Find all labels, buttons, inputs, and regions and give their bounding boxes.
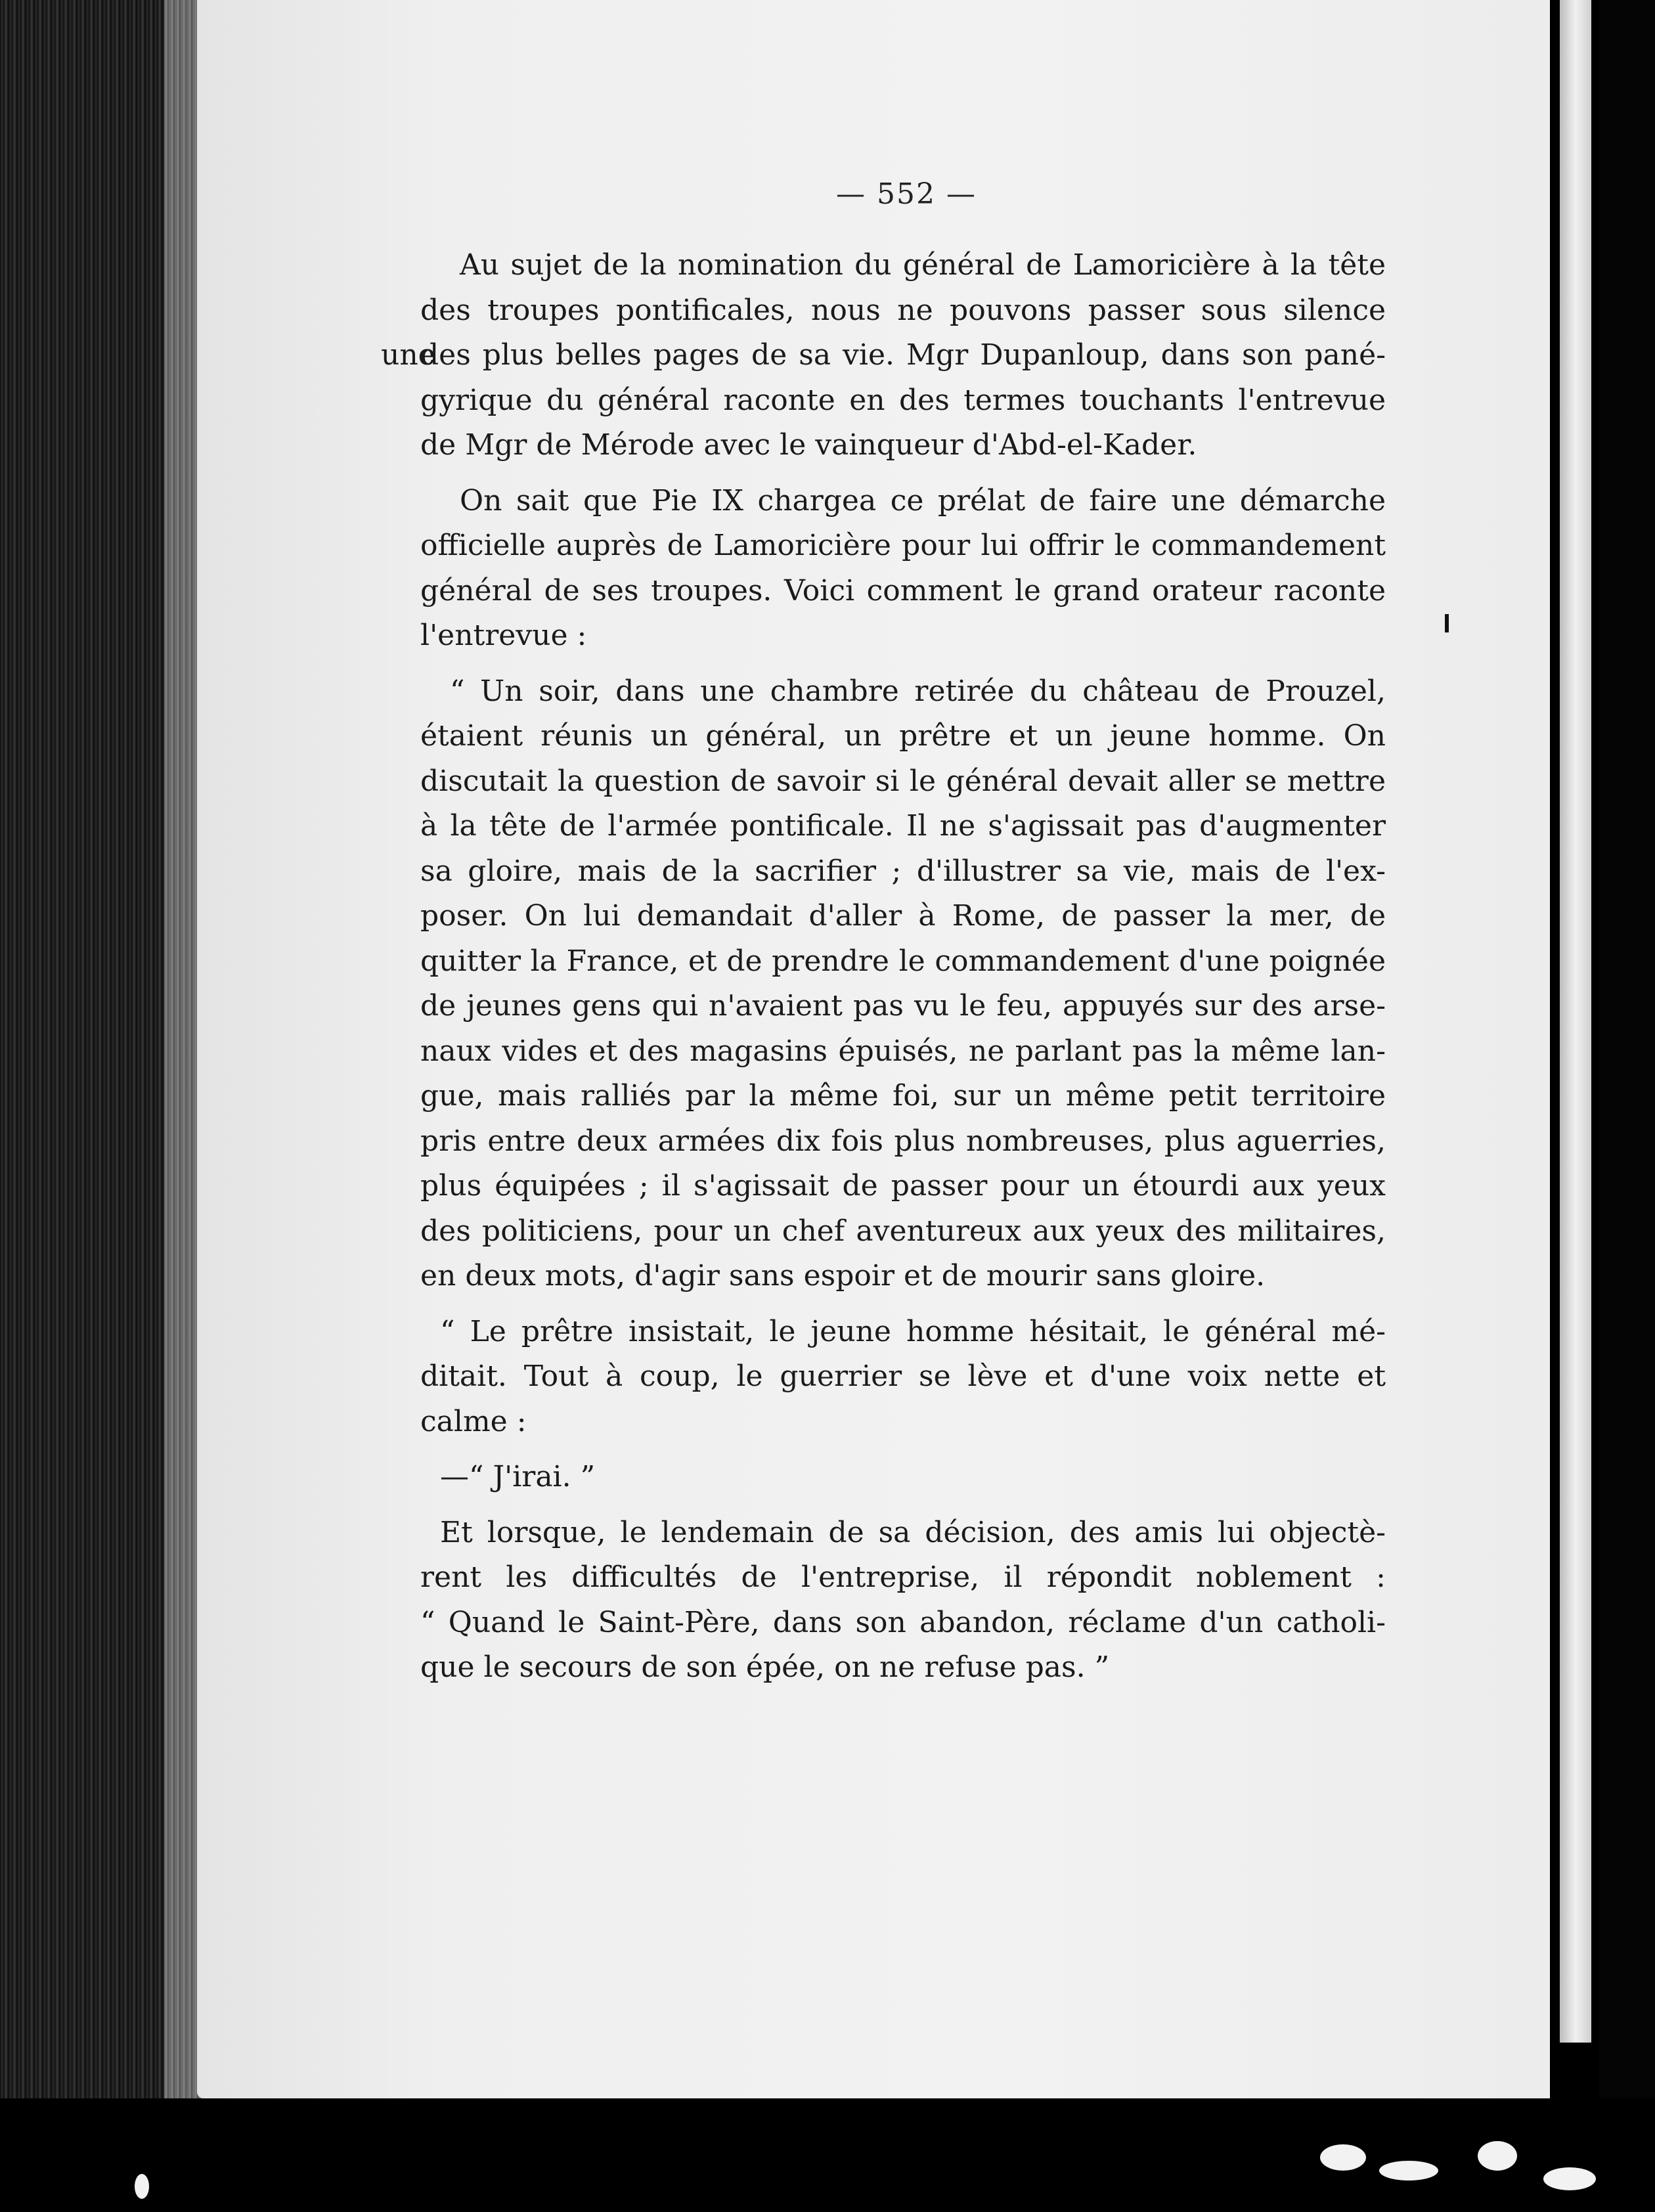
text-line: sa gloire, mais de la sacrifier ; d'illustrer sa vie, mais de l'ex- xyxy=(420,854,1386,888)
text-line: gue, mais ralliés par la même foi, sur un même petit territoire xyxy=(420,1079,1386,1113)
text-line: pris entre deux armées dix fois plus nombreuses, plus aguerries, xyxy=(420,1124,1386,1158)
paragraph xyxy=(420,1310,1386,1445)
text-line: en deux mots, d'agir sans espoir et de mourir sans gloire. xyxy=(420,1259,1266,1293)
next-page-edge xyxy=(1560,0,1591,2043)
text-line: des troupes pontificales, nous ne pouvons passer sous silence une xyxy=(381,293,1386,372)
text-line: “ Un soir, dans une chambre retirée du château de Prouzel, xyxy=(450,674,1386,708)
text-line: On sait que Pie IX chargea ce prélat de faire une démarche xyxy=(460,483,1386,518)
text-line: Au sujet de la nomination du général de Lamoricière à la tête xyxy=(460,248,1386,282)
text-line: Et lorsque, le lendemain de sa décision, des amis lui objectè- xyxy=(440,1515,1386,1549)
paragraph xyxy=(420,669,1386,1299)
text-line: poser. On lui demandait d'aller à Rome, de passer la mer, de xyxy=(420,899,1386,933)
scan-speck xyxy=(1478,2141,1517,2171)
scan-border-right xyxy=(1599,0,1655,2212)
scan-speck xyxy=(1543,2167,1596,2190)
text-line: naux vides et des magasins épuisés, ne parlant pas la même lan- xyxy=(420,1034,1386,1068)
paragraph xyxy=(420,479,1386,659)
text-line: quitter la France, et de prendre le commandement d'une poignée xyxy=(420,944,1386,978)
text-line: l'entrevue : xyxy=(420,619,587,652)
scan-speck xyxy=(1379,2161,1438,2180)
text-line: étaient réunis un général, un prêtre et un jeune homme. On xyxy=(420,719,1386,753)
page-number: — 552 — xyxy=(836,177,977,211)
text-line: plus équipées ; il s'agissait de passer pour un étourdi aux yeux xyxy=(420,1169,1386,1203)
text-line: calme : xyxy=(420,1404,527,1438)
text-line: que le secours de son épée, on ne refuse pas. ” xyxy=(420,1650,1110,1684)
scan-speck xyxy=(135,2174,149,2199)
scan-border-bottom xyxy=(0,2098,1655,2212)
paragraph xyxy=(381,243,1386,468)
text-line: gyrique du général raconte en des termes touchants l'entrevue xyxy=(420,383,1386,417)
paragraph xyxy=(420,1455,1386,1500)
body-text xyxy=(381,243,1386,1691)
text-line: des politiciens, pour un chef aventureux aux yeux des militaires, xyxy=(420,1214,1386,1248)
text-line: de Mgr de Mérode avec le vainqueur d'Abd-el-Kader. xyxy=(420,428,1197,462)
text-line: —“ J'irai. ” xyxy=(440,1460,596,1493)
text-line: à la tête de l'armée pontificale. Il ne s'agissait pas d'augmenter xyxy=(420,809,1386,843)
text-line: général de ses troupes. Voici comment le grand orateur raconte xyxy=(420,573,1386,608)
text-line: discutait la question de savoir si le général devait aller se mettre xyxy=(420,764,1386,798)
scan-speck xyxy=(1320,2144,1366,2171)
text-line: rent les difficultés de l'entreprise, il répondit noblement : xyxy=(420,1560,1386,1594)
text-line: officielle auprès de Lamoricière pour lui offrir le commandement xyxy=(420,529,1386,562)
text-line: des plus belles pages de sa vie. Mgr Dupanloup, dans son pané- xyxy=(420,338,1386,372)
text-line: de jeunes gens qui n'avaient pas vu le feu, appuyés sur des arse- xyxy=(420,989,1386,1023)
text-line: ditait. Tout à coup, le guerrier se lève et d'une voix nette et xyxy=(420,1360,1386,1393)
scan-mark xyxy=(1445,614,1449,632)
text-line: “ Le prêtre insistait, le jeune homme hésitait, le général mé- xyxy=(440,1314,1386,1348)
text-line: “ Quand le Saint-Père, dans son abandon, réclame d'un catholi- xyxy=(420,1605,1386,1639)
paragraph xyxy=(420,1511,1386,1691)
